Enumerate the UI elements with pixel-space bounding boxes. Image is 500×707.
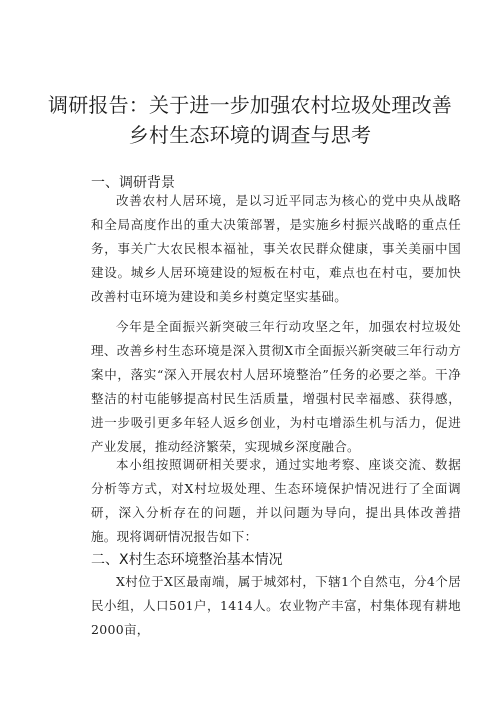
document-title-line-2: 乡村生态环境的调查与思考 [128,123,372,147]
paragraph-background-1: 改善农村人居环境，是以习近平同志为核心的党中央从战略和全局高度作出的重大决策部署，是实施乡村振兴战略的重点任务，事关广大农民根本福祉，事关农民群众健康，事关美丽中国建设。城乡人居环境建设的短板在村屯，难点也在村屯，要加快改善村屯环境为建设和美乡村奠定坚实基础。 [91,193,461,304]
paragraph-background-3: 本小组按照调研相关要求，通过实地考察、座谈交流、数据分析等方式，对X村垃圾处理、生态环境保护情况进行了全面调研，深入分析存在的问题，并以问题为导向，提出具体改善措施。现将调研情况报告如下： [91,457,461,544]
paragraph-basic-situation-1: X村位于X区最南端，属于城郊村，下辖1个自然屯，分4个居民小组，人口501户，1414人。农业物产丰富，村集体现有耕地2000亩， [91,574,461,637]
document-title-line-1: 调研报告：关于进一步加强农村垃圾处理改善 [48,93,452,117]
section-heading-basic-situation: 二、X村生态环境整治基本情况 [91,552,283,568]
paragraph-background-2: 今年是全面振兴新突破三年行动攻坚之年，加强农村垃圾处理、改善乡村生态环境是深入贯彻X市全面振兴新突破三年行动方案中，落实“深入开展农村人居环境整治”任务的必要之举。干净整洁的村屯能够提高村民生活质量，增强村民幸福感、获得感，进一步吸引更多年轻人返乡创业，为村屯增添生机与活力，促进产业发展，推动经济繁荣，实现城乡深度融合。 [91,319,461,454]
section-heading-background: 一、调研背景 [91,175,175,191]
